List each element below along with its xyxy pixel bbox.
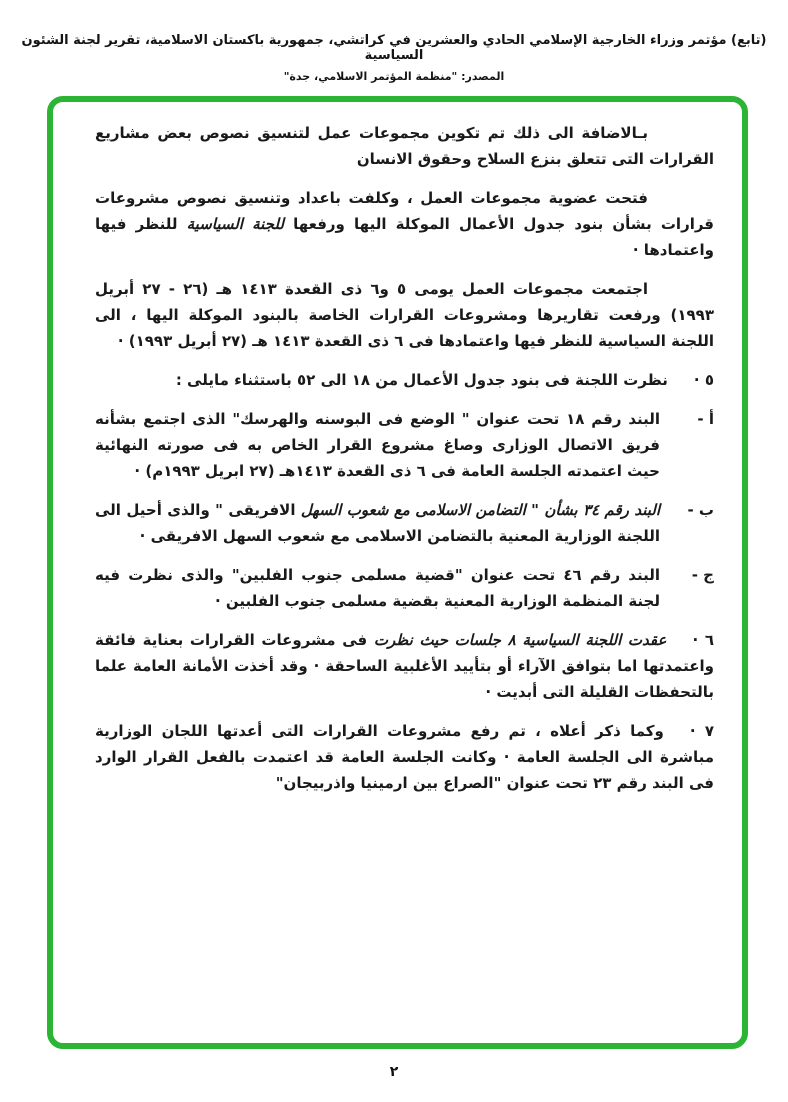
text-run: البند رقم ١٨ تحت عنوان " الوضع فى البوسنه والهرسك" الذى اجتمع بشأنه فريق الاتصال الوزارى وصاغ مشروع القرار الخاص به فى صورته النهائية حيث اعتمدته الجلسة العامة فى ٦ ذى القعدة ١٤١٣هـ (٢٧ ابريل ١٩٩٣م) · — [95, 410, 660, 480]
content-frame — [47, 96, 748, 1049]
paragraph — [95, 185, 714, 263]
item-number: ٦ · — [692, 631, 714, 649]
paragraph — [95, 276, 714, 354]
item-text — [95, 406, 660, 484]
page-header — [0, 33, 788, 83]
text-run: بـالاضافة الى ذلك تم تكوين مجموعات عمل لتنسيق نصوص بعض مشاريع القرارات التى تتعلق بنزع السلاح وحقوق الانسان — [95, 124, 714, 168]
list-item — [95, 497, 714, 549]
item-letter: أ - — [697, 410, 714, 428]
item-letter: ج - — [691, 566, 714, 584]
list-item — [95, 406, 714, 484]
paragraph — [95, 120, 714, 172]
text-run: للنظر فيها واعتمادها · — [95, 215, 714, 259]
text-run: البند رقم ٣٤ بشأن " التضامن الاسلامى مع شعوب السهل — [300, 501, 660, 519]
document-body — [95, 120, 714, 796]
list-item — [95, 367, 714, 393]
item-letter: ب - — [687, 501, 714, 519]
text-run: عقدت اللجنة السياسية ٨ جلسات حيث نظرت — [373, 631, 667, 649]
header-source: المصدر: "منظمة المؤتمر الاسلامي، جدة" — [283, 70, 505, 83]
item-text — [95, 562, 660, 614]
list-item — [95, 718, 714, 796]
item-number: ٥ · — [693, 371, 714, 389]
header-title: (تابع) مؤتمر وزراء الخارجية الإسلامي الحادي والعشرين في كراتشي، جمهورية باكستان الاسلامية، تقرير لجنة الشئون السياسية — [21, 33, 767, 63]
list-item — [95, 562, 714, 614]
text-run: فى مشروعات القرارات بعناية فائقة واعتمدتها اما بتوافق الآراء أو بتأييد الأغلبية الساحقة · وقد أخذت الأمانة العامة علما بالتحفظات القليلة التى أبديت · — [95, 631, 714, 701]
text-run: فتحت عضوية مجموعات العمل ، وكلفت باعداد وتنسيق نصوص مشروعات قرارات بشأن بنود جدول الأعمال الموكلة اليها ورفعها — [95, 189, 715, 233]
text-run: نظرت اللجنة فى بنود جدول الأعمال من ١٨ الى ٥٢ باستثناء مايلى : — [175, 371, 668, 389]
text-run: وكما ذكر أعلاه ، تم رفع مشروعات القرارات التى أعدتها اللجان الوزارية مباشرة الى الجلسة العامة · وكانت الجلسة العامة قد اعتمدت بالفعل القرار الوارد فى البند رقم ٢٣ تحت عنوان "الصراع بين ارمينيا واذربيجان" — [95, 722, 714, 792]
text-run: البند رقم ٤٦ تحت عنوان "قضية مسلمى جنوب الفلبين" والذى نظرت فيه لجنة المنظمة الوزارية المعنية بقضية مسلمى جنوب الفلبين · — [95, 566, 660, 610]
page-number: ٢ — [389, 1064, 399, 1080]
item-number: ٧ · — [689, 722, 714, 740]
text-run: الافريقى " والذى أحيل الى اللجنة الوزارية المعنية بالتضامن الاسلامى مع شعوب السهل الافريقى · — [95, 501, 660, 545]
list-item — [95, 627, 714, 705]
item-text — [95, 497, 660, 549]
text-run: اجتمعت مجموعات العمل يومى ٥ و٦ ذى القعدة ١٤١٣ هـ (٢٦ - ٢٧ أبريل ١٩٩٣) ورفعت تقاريرها ومشروعات القرارات الخاصة بالبنود الموكلة اليها ، الى اللجنة السياسية للنظر فيها واعتمادها فى ٦ ذى القعدة ١٤١٣ هـ (٢٧ أبريل ١٩٩٣) · — [95, 280, 714, 350]
text-run: للجنة السياسية — [186, 215, 284, 233]
